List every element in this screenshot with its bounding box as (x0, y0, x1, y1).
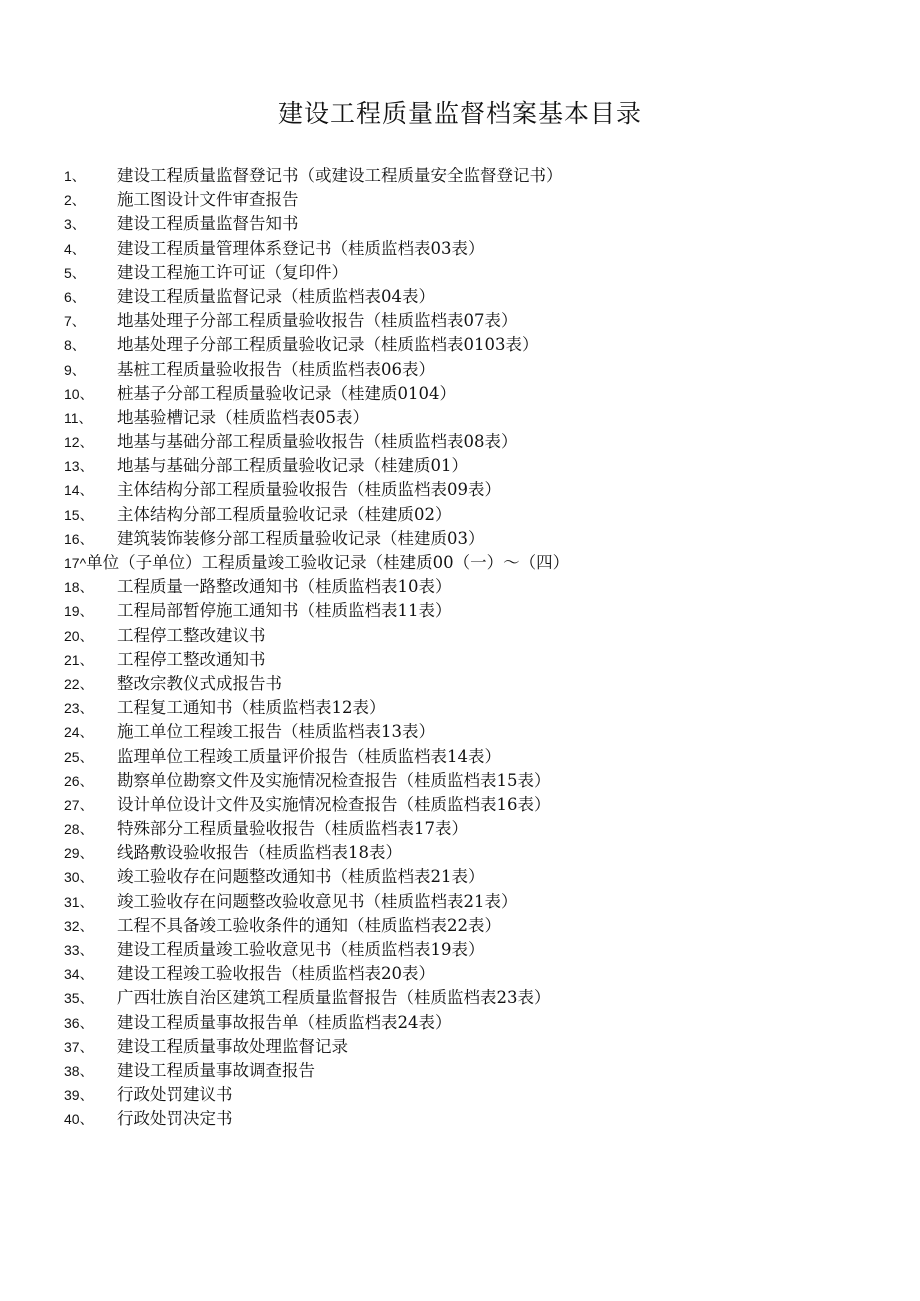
item-number: 9、 (64, 361, 86, 378)
item-number: 31、 (64, 893, 94, 910)
item-text: 建设工程质量事故报告单（桂质监档表24表） (117, 1012, 452, 1032)
item-text: 地基处理子分部工程质量验收记录（桂质监档表0103表） (117, 335, 539, 355)
list-item (64, 986, 844, 1010)
item-text: 监理单位工程竣工质量评价报告（桂质监档表14表） (117, 746, 501, 766)
list-item (64, 745, 844, 769)
item-number: 38、 (64, 1062, 94, 1079)
item-text: 施工图设计文件审查报告 (117, 190, 299, 210)
item-number: 12、 (64, 434, 94, 451)
list-item (64, 527, 844, 551)
item-number: 2、 (64, 192, 86, 209)
list-item (64, 309, 844, 333)
item-number: 7、 (64, 313, 86, 330)
item-number: 34、 (64, 966, 94, 983)
item-text: 特殊部分工程质量验收报告（桂质监档表17表） (117, 819, 468, 839)
item-text: 主体结构分部工程质量验收记录（桂建质02） (117, 504, 452, 524)
list-item (64, 938, 844, 962)
list-item (64, 1035, 844, 1059)
item-number: 33、 (64, 942, 94, 958)
item-text: 建设工程竣工验收报告（桂质监档表20表） (117, 964, 435, 984)
list-item (64, 817, 844, 841)
item-text: 桩基子分部工程质量验收记录（桂建质0104） (117, 383, 456, 403)
list-item (64, 962, 844, 986)
list-item (64, 865, 844, 889)
item-number: 30、 (64, 869, 94, 886)
item-number: 15、 (64, 506, 94, 523)
item-text: 竣工验收存在问题整改通知书（桂质监档表21表） (117, 867, 485, 887)
list-item (64, 478, 844, 502)
item-text: 工程停工整改通知书 (117, 649, 266, 669)
item-number: 5、 (64, 264, 86, 281)
item-number: 17^ (64, 555, 87, 571)
item-text: 建设工程施工许可证（复印件） (117, 262, 348, 282)
item-text: 工程不具备竣工验收条件的通知（桂质监档表22表） (117, 915, 501, 935)
item-number: 23、 (64, 700, 94, 717)
item-text: 地基与基础分部工程质量验收报告（桂质监档表08表） (117, 432, 518, 452)
list-item (64, 454, 844, 478)
item-text: 主体结构分部工程质量验收报告（桂质监档表09表） (117, 480, 501, 500)
list-item (64, 793, 844, 817)
list-item (64, 237, 844, 261)
item-number: 26、 (64, 772, 94, 789)
list-item (64, 1059, 844, 1083)
item-number: 40、 (64, 1111, 94, 1128)
item-number: 16、 (64, 530, 94, 547)
list-item (64, 769, 844, 793)
item-text: 建设工程质量监督记录（桂质监档表04表） (117, 286, 435, 306)
list-item (64, 672, 844, 696)
list-item (64, 382, 844, 406)
item-number: 39、 (64, 1087, 94, 1104)
item-number: 28、 (64, 821, 94, 838)
list-item (64, 358, 844, 382)
item-number: 13、 (64, 458, 94, 475)
item-text: 地基处理子分部工程质量验收报告（桂质监档表07表） (117, 311, 518, 331)
list-item (64, 430, 844, 454)
list-item (64, 333, 844, 357)
item-number: 27、 (64, 796, 94, 813)
item-text: 单位（子单位）工程质量竣工验收记录（桂建质00（一）～（四） (86, 553, 570, 572)
item-text: 线路敷设验收报告（桂质监档表18表） (117, 843, 402, 863)
item-text: 地基验槽记录（桂质监档表05表） (117, 407, 369, 427)
item-text: 建设工程质量事故处理监督记录 (117, 1036, 348, 1056)
item-text: 竣工验收存在问题整改验收意见书（桂质监档表21表） (117, 891, 518, 911)
list-item (64, 285, 844, 309)
item-number: 10、 (64, 385, 94, 402)
list-item (64, 1107, 844, 1131)
item-text: 工程复工通知书（桂质监档表12表） (117, 698, 386, 718)
item-text: 工程质量一路整改通知书（桂质监档表10表） (117, 577, 452, 597)
list-item (64, 890, 844, 914)
item-text: 行政处罚决定书 (117, 1109, 233, 1129)
list-item (64, 212, 844, 236)
item-number: 24、 (64, 724, 94, 741)
item-number: 37、 (64, 1038, 94, 1055)
item-number: 8、 (64, 337, 86, 354)
item-number: 6、 (64, 288, 86, 305)
item-number: 11、 (64, 409, 93, 426)
list-item (64, 575, 844, 599)
item-text: 勘察单位勘察文件及实施情况检查报告（桂质监档表15表） (117, 770, 551, 790)
item-text: 建设工程质量事故调查报告 (117, 1060, 315, 1080)
item-text: 建设工程质量管理体系登记书（桂质监档表03表） (117, 238, 485, 258)
item-number: 21、 (64, 651, 94, 668)
item-text: 工程局部暂停施工通知书（桂质监档表11表） (117, 601, 452, 621)
item-number: 25、 (64, 748, 94, 765)
item-text: 基桩工程质量验收报告（桂质监档表06表） (117, 359, 435, 379)
list-item (64, 624, 844, 648)
list-item (64, 720, 844, 744)
item-number: 3、 (64, 216, 86, 233)
list-item (64, 164, 844, 188)
list-item (64, 841, 844, 865)
item-number: 20、 (64, 627, 94, 644)
item-text: 广西壮族自治区建筑工程质量监督报告（桂质监档表23表） (117, 988, 551, 1008)
list-item (64, 551, 844, 575)
item-text: 施工单位工程竣工报告（桂质监档表13表） (117, 722, 435, 742)
item-number: 19、 (64, 603, 94, 620)
item-number: 1、 (64, 168, 86, 184)
item-number: 32、 (64, 917, 94, 934)
item-text: 建筑装饰装修分部工程质量验收记录（桂建质03） (117, 528, 485, 548)
list-item (64, 503, 844, 527)
item-number: 36、 (64, 1014, 94, 1031)
item-number: 18、 (64, 579, 94, 596)
item-number: 22、 (64, 675, 94, 692)
item-text: 设计单位设计文件及实施情况检查报告（桂质监档表16表） (117, 794, 551, 814)
item-text: 整改宗教仪式成报告书 (117, 673, 282, 693)
list-item (64, 696, 844, 720)
list-item (64, 188, 844, 212)
list-item (64, 261, 844, 285)
list-item (64, 406, 844, 430)
item-number: 29、 (64, 845, 94, 862)
list-item (64, 648, 844, 672)
item-number: 14、 (64, 482, 94, 499)
item-number: 35、 (64, 990, 94, 1007)
table-of-contents (64, 164, 844, 1132)
list-item (64, 1083, 844, 1107)
page-title: 建设工程质量监督档案基本目录 (277, 99, 642, 128)
item-text: 行政处罚建议书 (117, 1085, 233, 1105)
list-item (64, 599, 844, 623)
list-item (64, 914, 844, 938)
item-number: 4、 (64, 240, 86, 257)
item-text: 工程停工整改建议书 (117, 625, 266, 645)
item-text: 建设工程质量竣工验收意见书（桂质监档表19表） (117, 940, 485, 959)
item-text: 建设工程质量监督登记书（或建设工程质量安全监督登记书） (117, 166, 563, 185)
list-item (64, 1011, 844, 1035)
item-text: 地基与基础分部工程质量验收记录（桂建质01） (117, 456, 468, 476)
item-text: 建设工程质量监督告知书 (117, 214, 299, 234)
